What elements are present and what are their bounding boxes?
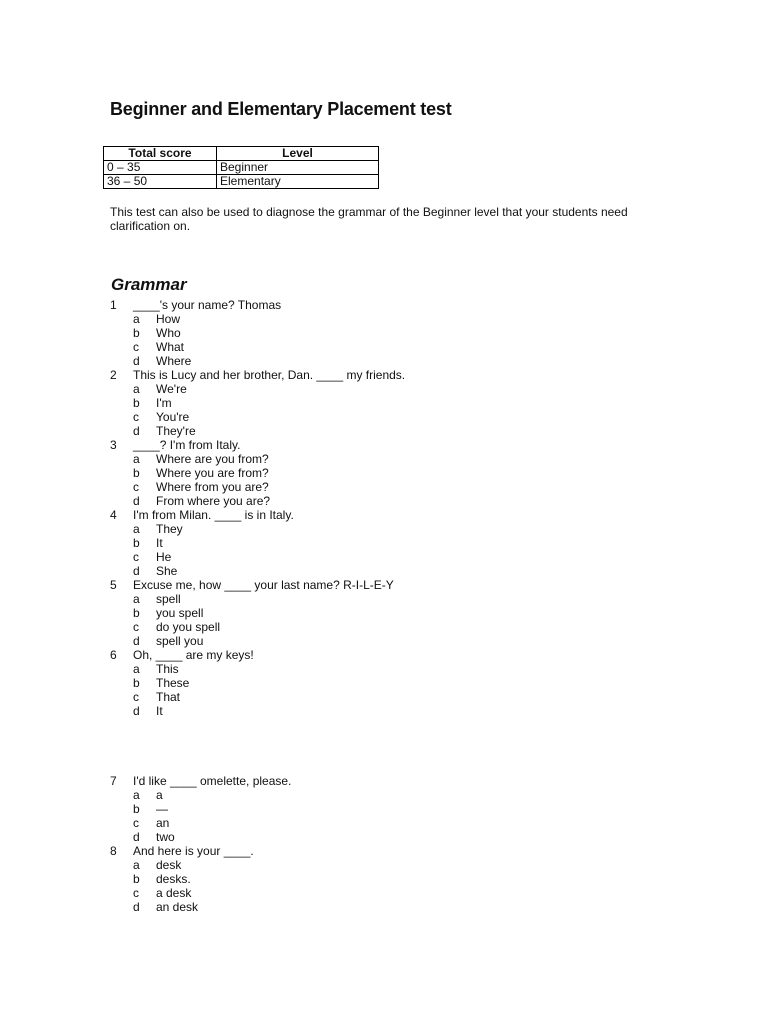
question-text: Oh, ____ are my keys! (133, 648, 254, 662)
option-text: Where from you are? (156, 480, 269, 494)
option-text: That (156, 690, 181, 704)
option-text: She (156, 564, 178, 578)
option-text: What (156, 340, 185, 354)
option-letter: d (133, 564, 140, 578)
option-letter: c (133, 620, 139, 634)
option-letter: c (133, 816, 139, 830)
question-text: I'm from Milan. ____ is in Italy. (133, 508, 294, 522)
option-text: do you spell (156, 620, 221, 634)
option-text: It (156, 704, 163, 718)
option-letter: c (133, 340, 139, 354)
option-text: — (156, 802, 168, 816)
option-letter: d (133, 424, 140, 438)
option-text: Who (156, 326, 181, 340)
option-letter: c (133, 690, 139, 704)
option-letter: d (133, 900, 140, 914)
option-letter: b (133, 606, 140, 620)
question-number: 4 (110, 508, 117, 522)
option-letter: c (133, 886, 139, 900)
option-letter: c (133, 410, 139, 424)
table-header-level: Level (217, 147, 379, 161)
option-text: two (156, 830, 175, 844)
question-number: 2 (110, 368, 117, 382)
option-text: We're (156, 382, 187, 396)
question-number: 1 (110, 298, 117, 312)
option-text: you spell (156, 606, 204, 620)
table-cell-level: Beginner (217, 161, 379, 175)
option-text: I'm (156, 396, 172, 410)
option-letter: b (133, 872, 140, 886)
option-text: This (156, 662, 179, 676)
option-text: He (156, 550, 172, 564)
question-number: 6 (110, 648, 117, 662)
option-text: spell (156, 592, 181, 606)
option-letter: c (133, 550, 139, 564)
option-text: These (156, 676, 190, 690)
table-cell-score: 0 – 35 (104, 161, 217, 175)
question-number: 8 (110, 844, 117, 858)
question-text: I'd like ____ omelette, please. (133, 774, 292, 788)
option-letter: d (133, 634, 140, 648)
question-number: 3 (110, 438, 117, 452)
option-text: Where are you from? (156, 452, 269, 466)
option-letter: a (133, 662, 140, 676)
option-letter: a (133, 592, 140, 606)
option-letter: a (133, 312, 140, 326)
option-text: You're (156, 410, 190, 424)
question-text: Excuse me, how ____ your last name? R-I-L-E-Y (133, 578, 394, 592)
table-cell-level: Elementary (217, 175, 379, 189)
option-text: Where you are from? (156, 466, 269, 480)
option-letter: d (133, 354, 140, 368)
option-letter: d (133, 494, 140, 508)
table-header-total-score: Total score (104, 147, 217, 161)
intro-paragraph: This test can also be used to diagnose the grammar of the Beginner level that your students need clarification on. (110, 205, 628, 233)
option-text: a desk (156, 886, 192, 900)
question-text: ____'s your name? Thomas (133, 298, 282, 312)
option-letter: b (133, 466, 140, 480)
question-number: 5 (110, 578, 117, 592)
option-text: They're (156, 424, 196, 438)
table-cell-score: 36 – 50 (104, 175, 217, 189)
section-heading-grammar: Grammar (111, 275, 187, 294)
option-text: spell you (156, 634, 204, 648)
option-letter: b (133, 326, 140, 340)
option-text: They (156, 522, 183, 536)
option-letter: a (133, 522, 140, 536)
option-text: It (156, 536, 163, 550)
option-letter: d (133, 704, 140, 718)
question-text: This is Lucy and her brother, Dan. ____ my friends. (133, 368, 406, 382)
option-letter: a (133, 382, 140, 396)
option-text: desk (156, 858, 182, 872)
option-text: desks. (156, 872, 191, 886)
option-text: From where you are? (156, 494, 271, 508)
option-letter: b (133, 676, 140, 690)
option-letter: a (133, 858, 140, 872)
page-title: Beginner and Elementary Placement test (110, 99, 452, 119)
option-text: an desk (156, 900, 199, 914)
option-letter: b (133, 802, 140, 816)
option-text: a (156, 788, 163, 802)
question-number: 7 (110, 774, 117, 788)
option-letter: b (133, 396, 140, 410)
question-text: And here is your ____. (133, 844, 254, 858)
option-text: How (156, 312, 181, 326)
option-letter: c (133, 480, 139, 494)
option-text: Where (156, 354, 192, 368)
question-text: ____? I'm from Italy. (133, 438, 241, 452)
option-letter: b (133, 536, 140, 550)
option-letter: d (133, 830, 140, 844)
option-text: an (156, 816, 170, 830)
option-letter: a (133, 788, 140, 802)
option-letter: a (133, 452, 140, 466)
